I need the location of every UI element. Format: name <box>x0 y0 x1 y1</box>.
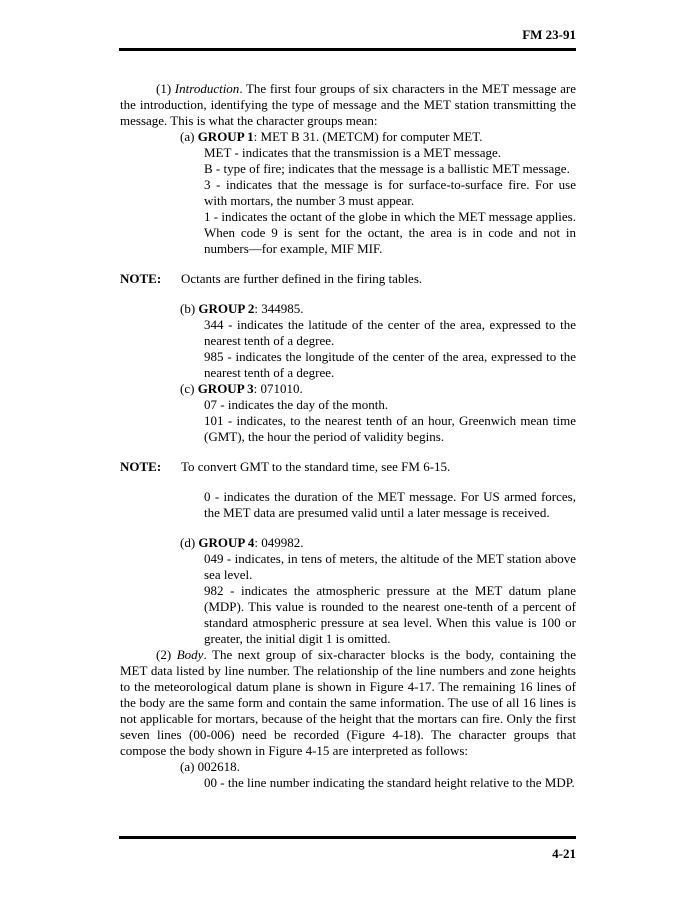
sub-item-0 <box>204 489 576 521</box>
text-run: 3 - indicates that the message is for surface-to-surface fire. For use with mortars, the number 3 must appear. <box>204 177 576 208</box>
sub-item-101 <box>204 413 576 445</box>
document-body <box>120 81 576 791</box>
text-run: Body <box>176 647 204 662</box>
text-run: 344 - indicates the latitude of the center of the area, expressed to the nearest tenth of a degree. <box>204 317 576 348</box>
text-run: (a) <box>180 129 198 144</box>
note-text: Octants are further defined in the firing tables. <box>181 271 423 286</box>
text-run: (c) <box>180 381 198 396</box>
text-run: 0 - indicates the duration of the MET message. For US armed forces, the MET data are presumed valid until a later message is received. <box>204 489 576 520</box>
text-run: . The next group of six-character blocks is the body, containing the MET data listed by line number. The relationship of the line numbers and zone heights to the meteorological datum plane is shown in Figure 4-17. The remaining 16 lines of the body are the same form and contain the same information. The use of all 16 lines is not applicable for mortars, because of the height that the mortars can fire. Only the first seven lines (00-006) need be recorded (Figure 4-18). The character groups that compose the body shown in Figure 4-15 are interpreted as follows: <box>120 647 576 758</box>
text-run: (a) 002618. <box>180 759 240 774</box>
text-run: : MET B 31. (METCM) for computer MET. <box>253 129 483 144</box>
note-label: NOTE: <box>120 271 162 286</box>
list-item-b-group2 <box>180 301 576 317</box>
sub-item-3 <box>204 177 576 209</box>
list-item-a-group1 <box>180 129 576 145</box>
text-run: 07 - indicates the day of the month. <box>204 397 389 412</box>
text-run: 1 - indicates the octant of the globe in which the MET message applies. When code 9 is sent for the octant, the area is in code and not in numbers—for example, MIF MIF. <box>204 209 576 256</box>
text-run: (d) <box>180 535 199 550</box>
text-run: 049 - indicates, in tens of meters, the altitude of the MET station above sea level. <box>204 551 576 582</box>
page-header <box>119 0 576 51</box>
text-run: : 344985. <box>254 301 304 316</box>
text-run: : 049982. <box>254 535 304 550</box>
sub-item-344 <box>204 317 576 349</box>
sub-item-07 <box>204 397 576 413</box>
header-doc-ref: FM 23-91 <box>522 27 576 42</box>
note-text: To convert GMT to the standard time, see FM 6-15. <box>181 459 451 474</box>
list-item-a-002618 <box>180 759 576 775</box>
sub-item-985 <box>204 349 576 381</box>
note-gmt <box>120 459 576 475</box>
text-run: GROUP 3 <box>197 381 254 396</box>
sub-item-982 <box>204 583 576 647</box>
sub-item-b <box>204 161 576 177</box>
sub-item-met <box>204 145 576 161</box>
text-run: GROUP 2 <box>198 301 255 316</box>
sub-item-049 <box>204 551 576 583</box>
footer-rule <box>119 836 576 839</box>
text-run: : 071010. <box>253 381 303 396</box>
sub-item-1 <box>204 209 576 257</box>
text-run: (2) <box>156 647 177 662</box>
list-item-c-group3 <box>180 381 576 397</box>
text-run: Introduction <box>174 81 240 96</box>
note-octants <box>120 271 576 287</box>
text-run: . The first four groups of six characters in the MET message are the introduction, identifying the type of message and the MET station transmitting the message. This is what the character groups mean: <box>120 81 576 128</box>
text-run: B - type of fire; indicates that the message is a ballistic MET message. <box>204 161 570 176</box>
text-run: (b) <box>180 301 199 316</box>
note-label: NOTE: <box>120 459 162 474</box>
text-run: 101 - indicates, to the nearest tenth of an hour, Greenwich mean time (GMT), the hour the period of validity begins. <box>204 413 576 444</box>
page-number: 4-21 <box>552 846 576 861</box>
text-run: (1) <box>156 81 175 96</box>
text-run: GROUP 1 <box>197 129 254 144</box>
text-run: 985 - indicates the longitude of the center of the area, expressed to the nearest tenth of a degree. <box>204 349 576 380</box>
text-run: GROUP 4 <box>198 535 255 550</box>
list-item-d-group4 <box>180 535 576 551</box>
text-run: 00 - the line number indicating the standard height relative to the MDP. <box>204 775 575 790</box>
header-rule <box>119 48 576 51</box>
text-run: 982 - indicates the atmospheric pressure at the MET datum plane (MDP). This value is rounded to the nearest one-tenth of a percent of standard atmospheric pressure at sea level. When this value is 100 or greater, the initial digit 1 is omitted. <box>204 583 576 646</box>
paragraph-body <box>120 647 576 759</box>
text-run: MET - indicates that the transmission is a MET message. <box>204 145 502 160</box>
sub-item-00 <box>204 775 576 791</box>
paragraph-introduction <box>120 81 576 129</box>
page-footer <box>119 836 576 862</box>
